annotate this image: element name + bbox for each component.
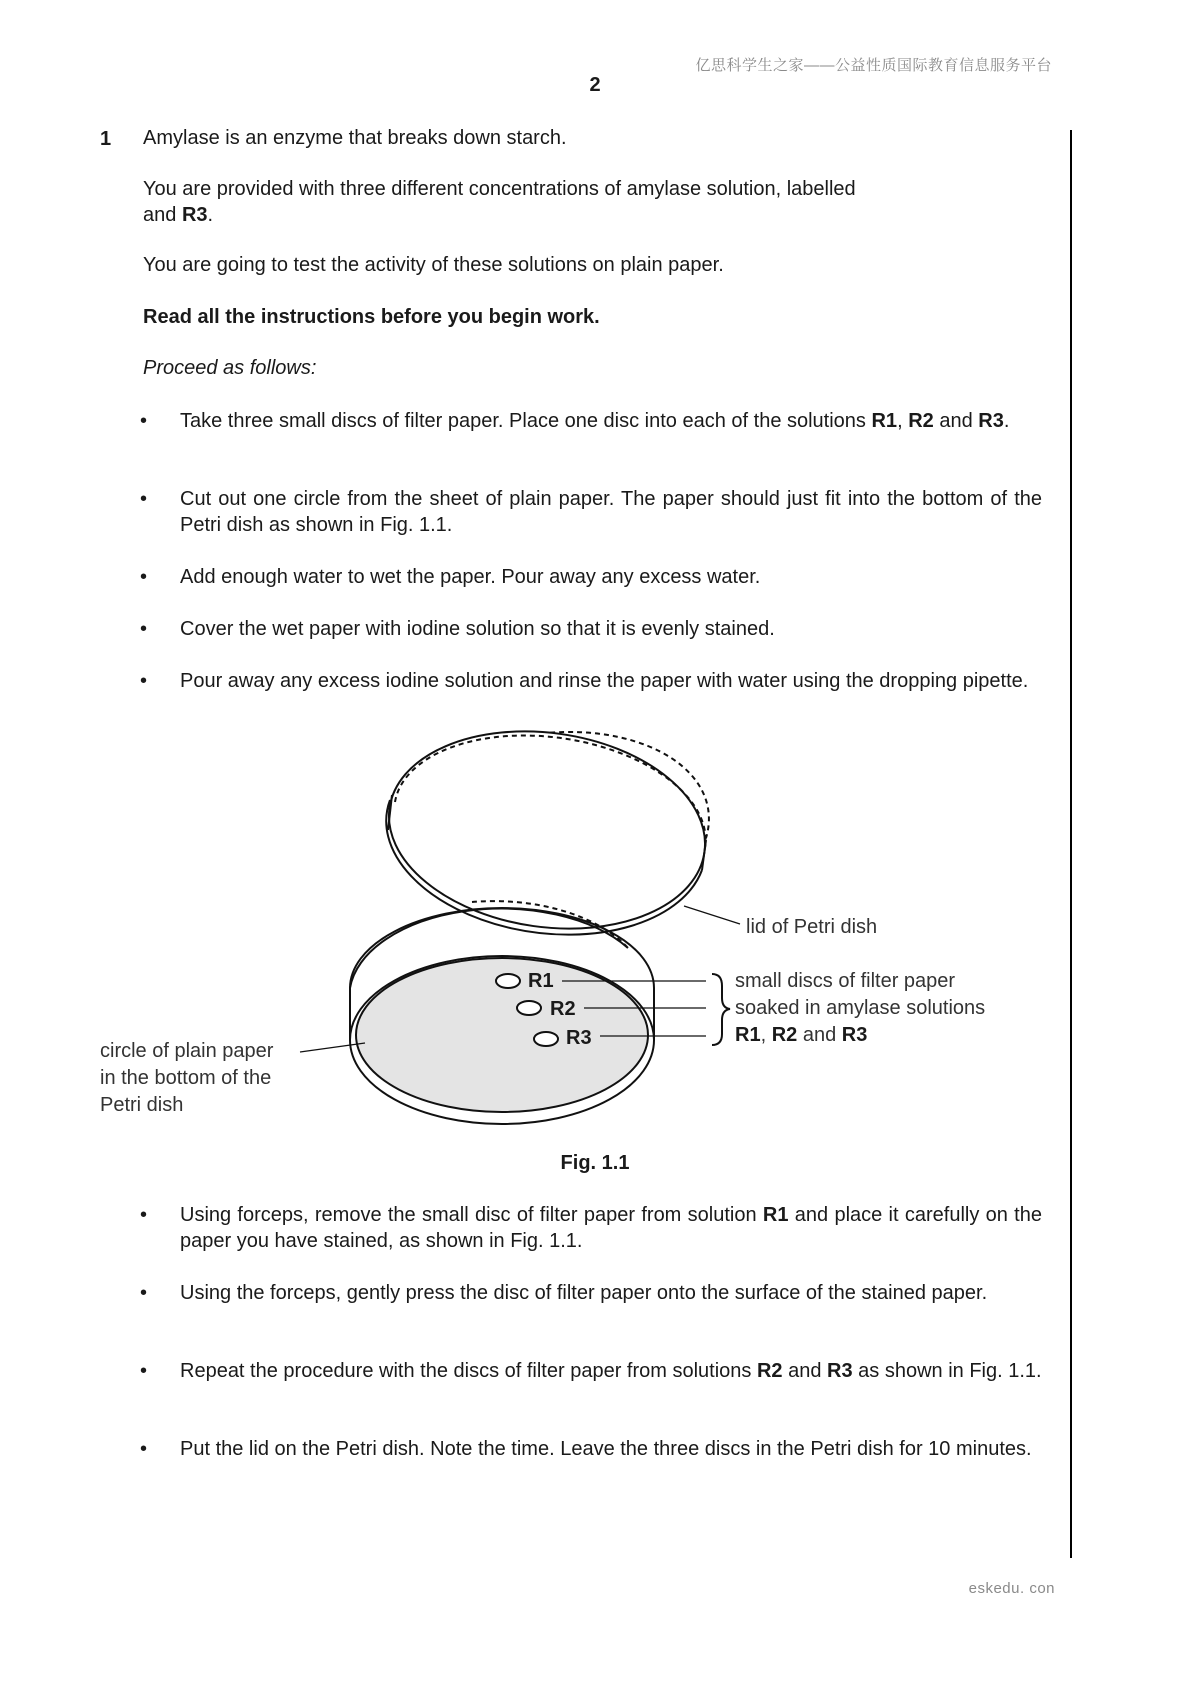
footer-watermark-text: eskedu. con <box>968 1580 1055 1597</box>
bullet-icon: • <box>140 1360 148 1382</box>
bullet-icon: • <box>140 1204 148 1226</box>
step-text: Using the forceps, gently press the disc of filter paper onto the surface of the stained paper. <box>180 1282 988 1304</box>
disc-label-r3: R3 <box>566 1027 592 1049</box>
disc-label-r2: R2 <box>550 998 576 1020</box>
step-text: Take three small discs of filter paper. Place one disc into each of the solutions R1, R2 and R3. <box>180 410 1010 432</box>
question-number: 1 <box>100 128 112 150</box>
provided-line-1: You are provided with three different concentrations of amylase solution, labelled <box>143 178 856 200</box>
disc-r3 <box>534 1032 558 1046</box>
bullet-icon: • <box>140 410 148 432</box>
bullet-icon: • <box>140 1282 148 1304</box>
figure-caption: Fig. 1.1 <box>560 1152 630 1174</box>
provided-line-2: and R3. <box>143 204 214 226</box>
lid-label: lid of Petri dish <box>746 916 878 938</box>
petri-dish-base <box>350 901 654 1124</box>
leader-lid <box>684 906 740 924</box>
page-number: 2 <box>589 74 601 96</box>
bullet-icon: • <box>140 1438 148 1460</box>
disc-r1 <box>496 974 520 988</box>
step-text: Put the lid on the Petri dish. Note the time. Leave the three discs in the Petri dish for 10 minutes. <box>180 1438 1032 1460</box>
step-text: Using forceps, remove the small disc of filter paper from solution R1 and place it carefully on the paper you have stained, as shown in Fig. 1.1. <box>180 1204 1042 1252</box>
disc-r2 <box>517 1001 541 1015</box>
proceed-heading: Proceed as follows: <box>143 357 317 379</box>
question-intro: Amylase is an enzyme that breaks down starch. <box>143 127 567 149</box>
header-watermark-text: 亿思科学生之家——公益性质国际教育信息服务平台 <box>695 57 1052 74</box>
discs-label: small discs of filter paper soaked in amylase solutions R1, R2 and R3 <box>735 970 986 1046</box>
step-text: Add enough water to wet the paper. Pour away any excess water. <box>180 566 761 588</box>
read-all-instruction: Read all the instructions before you begin work. <box>143 306 600 328</box>
step-text: Cover the wet paper with iodine solution so that it is evenly stained. <box>180 618 775 640</box>
bullet-icon: • <box>140 618 148 640</box>
disc-label-r1: R1 <box>528 970 554 992</box>
step-text: Cut out one circle from the sheet of plain paper. The paper should just fit into the bottom of the Petri dish as shown in Fig. 1.1. <box>180 488 1042 536</box>
paper-label: circle of plain paper in the bottom of the Petri dish <box>100 1040 274 1116</box>
bullet-icon: • <box>140 670 148 692</box>
brace-icon <box>712 974 730 1045</box>
bullet-icon: • <box>140 566 148 588</box>
test-statement: You are going to test the activity of these solutions on plain paper. <box>143 254 724 276</box>
bullet-icon: • <box>140 488 148 510</box>
step-text: Pour away any excess iodine solution and rinse the paper with water using the dropping pipette. <box>180 670 1029 692</box>
step-text: Repeat the procedure with the discs of filter paper from solutions R2 and R3 as shown in Fig. 1.1. <box>180 1360 1042 1382</box>
